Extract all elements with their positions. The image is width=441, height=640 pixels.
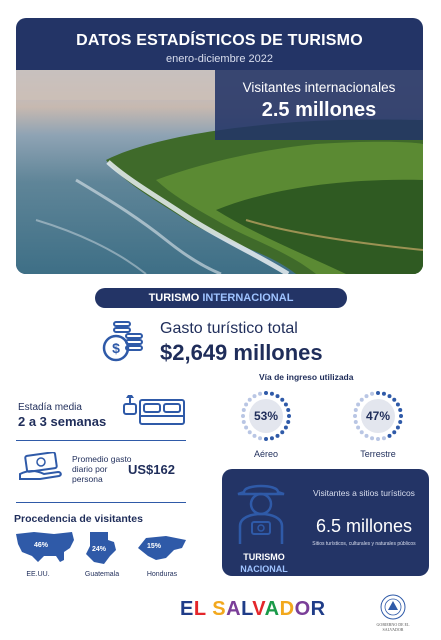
- divider-top: [16, 440, 186, 441]
- cash-hand-icon: [18, 452, 64, 480]
- svg-text:$: $: [112, 340, 120, 356]
- visitors-label: Visitantes internacionales: [242, 80, 396, 95]
- ring-dot: [276, 394, 280, 398]
- ring-dot: [360, 398, 364, 402]
- ring-dot: [280, 430, 284, 434]
- national-visitors-sub: Sitios turísticos, culturales y naturales públicos: [312, 541, 416, 547]
- el-salvador-logo: [180, 598, 326, 621]
- ring-dot: [276, 434, 280, 438]
- logo-letter: L: [241, 598, 253, 620]
- national-title: [226, 551, 302, 575]
- header-card: [16, 18, 423, 274]
- page-title: DATOS ESTADÍSTICOS DE TURISMO: [76, 32, 363, 49]
- ring-dot: [356, 426, 360, 430]
- logo-letter: A: [226, 598, 242, 620]
- ring-dot: [392, 430, 396, 434]
- ring-dot: [248, 398, 252, 402]
- bed-icon: [122, 394, 186, 428]
- ring-dot: [365, 394, 369, 398]
- entry-percent: 53%: [253, 409, 279, 423]
- government-seal-icon: [380, 594, 406, 620]
- international-visitors-box: [215, 70, 423, 140]
- honduras-map-icon: [136, 534, 188, 562]
- ring-dot: [370, 392, 374, 396]
- ring-dot: [388, 394, 392, 398]
- ring-dot: [382, 436, 386, 440]
- spend-label: Gasto turístico total: [160, 320, 298, 337]
- entry-percent: 47%: [365, 409, 391, 423]
- national-title-line1: TURISMO: [243, 552, 285, 562]
- ring-dot: [396, 426, 400, 430]
- ring-dot: [360, 430, 364, 434]
- ring-dot: [253, 434, 257, 438]
- logo-letter: A: [264, 598, 280, 620]
- ring-dot: [376, 437, 380, 441]
- logo-letter: S: [212, 598, 227, 620]
- ring-dot: [258, 436, 262, 440]
- section-international-pill: [95, 288, 347, 308]
- government-text: GOBIERNO DE EL SALVADOR: [376, 622, 410, 632]
- divider-bottom: [16, 502, 186, 503]
- ring-dot: [258, 392, 262, 396]
- ring-dot: [244, 426, 248, 430]
- stay-label: Estadía media: [18, 402, 82, 413]
- money-stack-icon: [100, 318, 146, 364]
- logo-letter: V: [252, 598, 265, 620]
- ring-dot: [284, 403, 288, 407]
- ring-dot: [382, 392, 386, 396]
- ring-dot: [280, 398, 284, 402]
- ring-dot: [392, 398, 396, 402]
- origin-percent: 24%: [92, 546, 107, 553]
- logo-letter: O: [294, 598, 311, 620]
- entry-label: Terrestre: [360, 449, 396, 459]
- origin-title: Procedencia de visitantes: [14, 513, 143, 525]
- ring-dot: [264, 437, 268, 441]
- daily-spend-label: Promedio gasto diario por persona: [72, 454, 132, 484]
- origin-percent: 15%: [147, 543, 162, 550]
- ring-dot: [264, 391, 268, 395]
- ring-dot: [253, 394, 257, 398]
- section-accent: INTERNACIONAL: [202, 292, 294, 304]
- ring-dot: [284, 426, 288, 430]
- entry-title: Vía de ingreso utilizada: [259, 372, 354, 382]
- tourist-person-icon: [232, 474, 290, 546]
- ring-dot: [356, 403, 360, 407]
- spend-value: $2,649 millones: [160, 340, 323, 365]
- visitors-value: 2.5 millones: [261, 99, 377, 121]
- ring-dot: [370, 436, 374, 440]
- origin-country: Guatemala: [84, 571, 120, 578]
- national-visitors-label: Visitantes a sitios turísticos: [313, 488, 415, 498]
- ring-dot: [388, 434, 392, 438]
- origin-percent: 46%: [34, 542, 49, 549]
- stay-value: 2 a 3 semanas: [18, 414, 107, 429]
- ring-dot: [376, 391, 380, 395]
- logo-letter: D: [279, 598, 295, 620]
- ring-dot: [270, 436, 274, 440]
- national-visitors-value: 6.5 millones: [315, 516, 413, 536]
- ring-dot: [365, 434, 369, 438]
- section-prefix: TURISMO: [148, 292, 203, 304]
- ring-dot: [396, 403, 400, 407]
- origin-country: EE.UU.: [26, 571, 50, 578]
- page-period: enero-diciembre 2022: [165, 53, 273, 65]
- logo-letter: E: [180, 598, 194, 620]
- ring-dot: [248, 430, 252, 434]
- national-title-line2: NACIONAL: [240, 564, 288, 574]
- entry-label: Aéreo: [253, 449, 279, 459]
- origin-country: Honduras: [146, 571, 178, 578]
- ring-dot: [244, 403, 248, 407]
- logo-letter: L: [193, 598, 207, 620]
- ring-dot: [270, 392, 274, 396]
- logo-letter: R: [310, 598, 326, 620]
- daily-spend-value: US$162: [128, 462, 175, 477]
